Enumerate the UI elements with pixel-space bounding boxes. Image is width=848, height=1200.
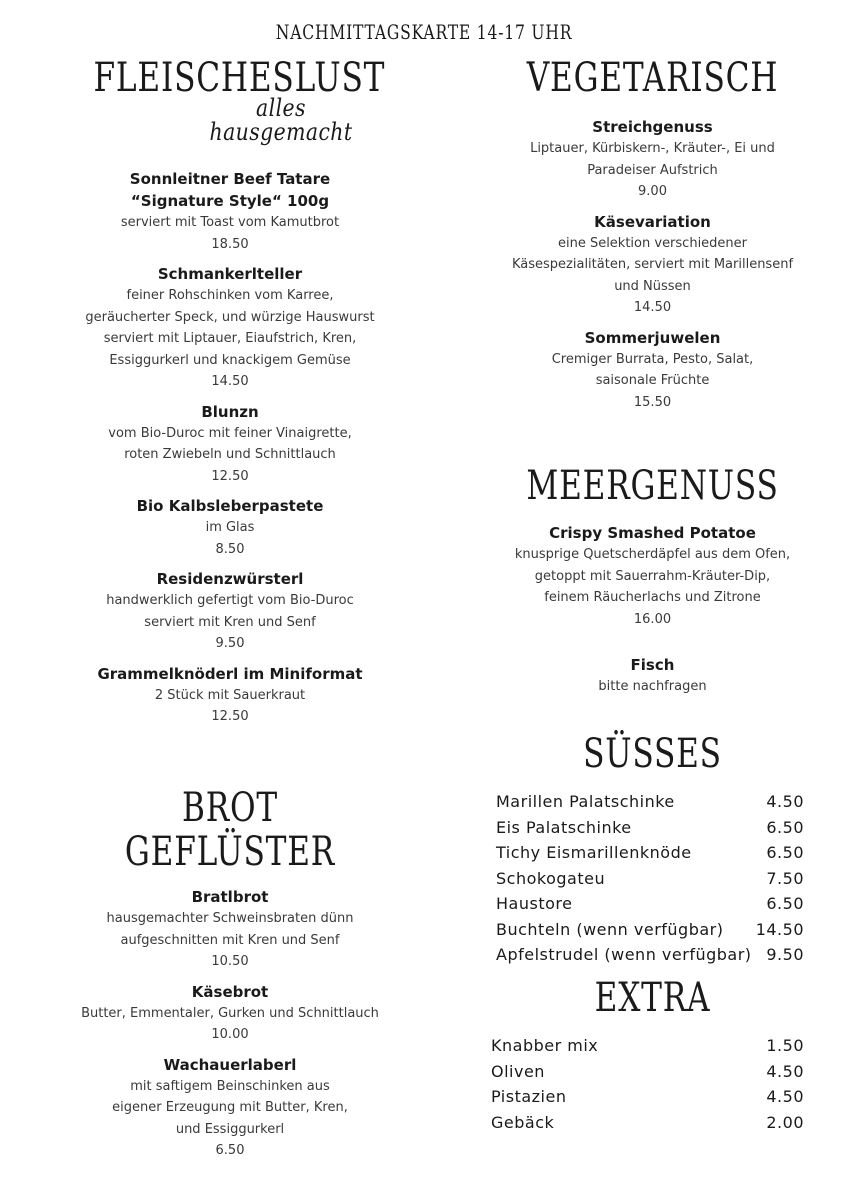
price-row-name: Schokogateu <box>496 868 606 888</box>
price-row <box>496 840 804 866</box>
menu-item <box>480 211 825 319</box>
price-row <box>496 815 804 841</box>
menu-item <box>55 401 405 488</box>
price-row-price: 9.50 <box>766 945 804 964</box>
item-description: vom Bio-Duroc mit feiner Vinaigrette, <box>108 425 352 441</box>
item-name: Streichgenuss <box>592 118 713 136</box>
item-description: eine Selektion verschiedener <box>557 235 748 251</box>
section-title-fleischeslust: FLEISCHESLUST <box>93 55 386 101</box>
item-price: 12.50 <box>211 468 249 484</box>
price-row-price: 4.50 <box>766 1087 804 1106</box>
extra-price-list <box>491 1033 804 1135</box>
item-name: Residenzwürsterl <box>156 570 304 588</box>
item-description: eigener Erzeugung mit Butter, Kren, <box>112 1100 348 1115</box>
price-row <box>496 917 804 943</box>
menu-item <box>55 981 405 1046</box>
item-name: Wachauerlaberl <box>163 1055 297 1074</box>
item-description: feiner Rohschinken vom Karree, <box>126 288 334 303</box>
price-row-name: Gebäck <box>491 1112 555 1132</box>
section-suesses <box>480 732 825 776</box>
suesses-price-list <box>496 789 804 968</box>
item-description: getoppt mit Sauerrahm-Kräuter-Dip, <box>534 568 771 584</box>
item-description: und Essiggurkerl <box>175 1121 285 1137</box>
price-row-price: 2.00 <box>766 1112 804 1132</box>
price-row <box>496 942 804 968</box>
price-row-price: 1.50 <box>766 1036 804 1055</box>
item-description: Liptauer, Kürbiskern-, Kräuter-, Ei und <box>530 141 775 156</box>
menu-item <box>55 263 405 393</box>
price-row <box>496 891 804 917</box>
page-title: NACHMITTAGSKARTE 14-17 UHR <box>275 20 573 44</box>
item-description: aufgeschnitten mit Kren und Senf <box>120 932 340 948</box>
item-price: 16.00 <box>633 611 672 627</box>
section-subtitle-fleischeslust: alles hausgemacht <box>209 94 353 146</box>
item-description: mit saftigem Beinschinken aus <box>130 1078 330 1094</box>
price-row <box>496 789 804 815</box>
section-vegetarisch <box>480 56 825 413</box>
menu-item <box>55 568 405 655</box>
item-name: Blunzn <box>201 402 259 421</box>
price-row-name: Tichy Eismarillenknöde <box>496 843 692 862</box>
item-description: im Glas <box>205 520 255 535</box>
section-title-brot: BROT GEFLÜSTER <box>124 785 336 875</box>
item-price: 9.00 <box>638 184 667 199</box>
price-row-name: Knabber mix <box>491 1036 599 1055</box>
section-title-vegetarisch: VEGETARISCH <box>526 55 779 101</box>
section-title-meergenuss: MEERGENUSS <box>526 463 779 509</box>
price-row-price: 6.50 <box>766 894 804 913</box>
menu-item <box>55 168 405 255</box>
section-extra <box>480 976 825 1020</box>
item-name: Käsebrot <box>191 982 269 1001</box>
price-row-name: Buchteln (wenn verfügbar) <box>496 919 724 939</box>
price-row-price: 7.50 <box>766 868 804 888</box>
item-description: serviert mit Kren und Senf <box>144 614 316 630</box>
item-name: Grammelknöderl im Miniformat <box>97 664 363 683</box>
price-row-name: Pistazien <box>491 1087 567 1106</box>
item-name: Sonnleitner Beef Tatare <box>129 170 331 188</box>
item-description: roten Zwiebeln und Schnittlauch <box>124 447 336 462</box>
item-description: knusprige Quetscherdäpfel aus dem Ofen, <box>514 547 791 562</box>
section-meergenuss <box>480 464 825 698</box>
item-price: 10.50 <box>211 954 249 969</box>
price-row-name: Haustore <box>496 894 573 913</box>
price-row-name: Apfelstrudel (wenn verfügbar) <box>496 945 752 964</box>
item-description: Paradeiser Aufstrich <box>587 162 718 178</box>
item-price: 14.50 <box>633 300 672 315</box>
item-description: bitte nachfragen <box>598 679 707 694</box>
item-name: Schmankerlteller <box>157 265 303 283</box>
price-row-price: 14.50 <box>755 919 804 939</box>
item-description: und Nüssen <box>614 278 691 294</box>
menu-item <box>55 663 405 728</box>
item-description: feinem Räucherlachs und Zitrone <box>544 590 761 605</box>
item-description: geräucherter Speck, und würzige Hauswurst <box>85 309 375 325</box>
price-row-price: 6.50 <box>766 817 804 837</box>
price-row <box>491 1033 804 1059</box>
menu-item <box>55 886 405 973</box>
item-description: Cremiger Burrata, Pesto, Salat, <box>551 351 754 367</box>
item-name: Bio Kalbsleberpastete <box>136 497 324 515</box>
menu-item <box>480 522 825 630</box>
price-row <box>491 1084 804 1110</box>
menu-item <box>480 327 825 414</box>
menu-item <box>480 116 825 203</box>
price-row <box>496 866 804 892</box>
item-price: 10.00 <box>211 1027 249 1042</box>
item-name: Sommerjuwelen <box>584 328 721 347</box>
item-description: 2 Stück mit Sauerkraut <box>154 687 306 703</box>
section-fleischeslust <box>55 56 405 728</box>
item-description: Butter, Emmentaler, Gurken und Schnittlauch <box>81 1005 379 1021</box>
item-description: saisonale Früchte <box>595 373 710 388</box>
section-title-extra: EXTRA <box>594 975 711 1021</box>
price-row-name: Marillen Palatschinke <box>496 792 675 811</box>
item-description: “Signature Style“ 100g <box>130 192 330 210</box>
price-row-price: 4.50 <box>766 1061 804 1081</box>
item-name: Fisch <box>630 656 675 674</box>
menu-item <box>55 495 405 560</box>
price-row-name: Eis Palatschinke <box>496 817 632 837</box>
left-column <box>55 55 405 1158</box>
item-description: handwerklich gefertigt vom Bio-Duroc <box>106 593 354 608</box>
item-price: 9.50 <box>215 636 245 651</box>
price-row <box>491 1059 804 1085</box>
price-row <box>491 1110 804 1136</box>
item-price: 12.50 <box>211 709 249 724</box>
section-brot-gefluester <box>55 786 405 1162</box>
item-description: hausgemachter Schweinsbraten dünn <box>106 911 354 926</box>
item-price: 8.50 <box>215 541 245 557</box>
item-description: Käsespezialitäten, serviert mit Marillensenf <box>511 257 794 272</box>
item-price: 6.50 <box>215 1143 245 1158</box>
section-title-suesses: SÜSSES <box>583 731 722 777</box>
item-price: 14.50 <box>211 374 249 389</box>
item-description: serviert mit Toast vom Kamutbrot <box>120 215 340 230</box>
item-name: Bratlbrot <box>191 888 269 906</box>
menu-item <box>480 654 825 698</box>
item-price: 15.50 <box>633 394 672 410</box>
item-description: serviert mit Liptauer, Eiaufstrich, Kren, <box>103 331 357 346</box>
item-price: 18.50 <box>211 236 249 252</box>
price-row-price: 4.50 <box>766 792 804 811</box>
price-row-price: 6.50 <box>766 843 804 862</box>
menu-item <box>55 1054 405 1162</box>
item-name: Käsevariation <box>594 212 711 231</box>
item-name: Crispy Smashed Potatoe <box>549 524 756 542</box>
price-row-name: Oliven <box>491 1061 545 1081</box>
item-description: Essiggurkerl und knackigem Gemüse <box>109 352 351 368</box>
